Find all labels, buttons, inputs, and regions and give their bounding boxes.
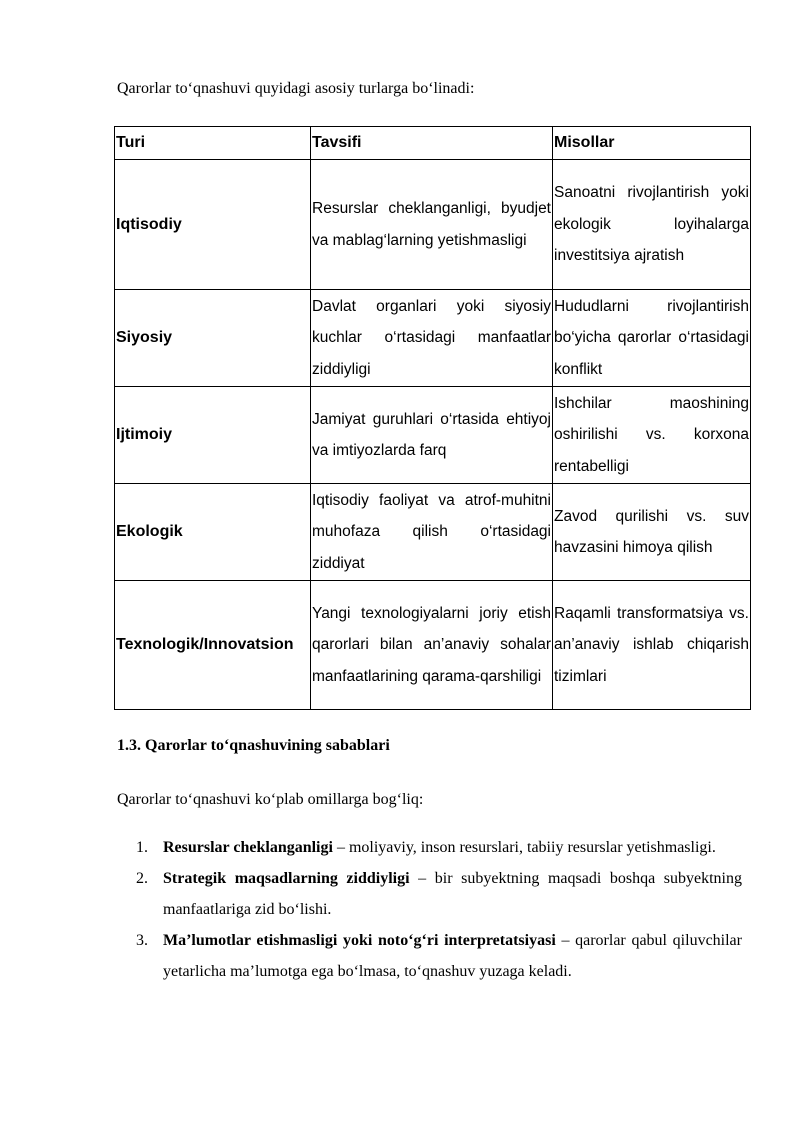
row-type: Ijtimoiy (115, 387, 311, 484)
list-item-text: – moliyaviy, inson resurslari, tabiiy resurslar yetishmasligi. (332, 839, 716, 856)
list-item (117, 832, 742, 863)
list-item-number: 3. (136, 932, 148, 949)
list-item (117, 863, 742, 925)
section-paragraph: Qarorlar to‘qnashuvi ko‘plab omillarga bog‘liq: (117, 791, 424, 808)
section-heading: 1.3. Qarorlar to‘qnashuvining sabablari (117, 737, 390, 754)
list-item-text: – bir subyektning maqsadi boshqa subyektning manfaatlariga zid bo‘lishi. (163, 870, 742, 918)
list-item-term: Ma’lumotlar etishmasligi yoki noto‘g‘ri interpretatsiyasi (163, 932, 556, 949)
table-row (115, 387, 751, 484)
list-item-text: – qarorlar qabul qiluvchilar yetarlicha ma’lumotga ega bo‘lmasa, to‘qnashuv yuzaga keladi. (163, 932, 742, 980)
table-row (115, 581, 751, 710)
list-item-number: 1. (136, 839, 148, 856)
row-type: Texnologik/Innovatsion (115, 581, 311, 710)
row-example: Hududlarni rivojlantirish bo‘yicha qarorlar o‘rtasidagi konflikt (553, 290, 751, 387)
row-example: Sanoatni rivojlantirish yoki ekologik loyihalarga investitsiya ajratish (553, 160, 751, 290)
row-example: Raqamli transformatsiya vs. an’anaviy ishlab chiqarish tizimlari (553, 581, 751, 710)
causes-list (117, 832, 742, 987)
row-description: Iqtisodiy faoliyat va atrof-muhitni muhofaza qilish o‘rtasidagi ziddiyat (311, 484, 553, 581)
list-item-term: Strategik maqsadlarning ziddiyligi (163, 870, 410, 887)
row-type: Ekologik (115, 484, 311, 581)
row-description: Yangi texnologiyalarni joriy etish qarorlari bilan an’anaviy sohalar manfaatlarining qarama-qarshiligi (311, 581, 553, 710)
table-row (115, 290, 751, 387)
header-description: Tavsifi (311, 127, 553, 160)
row-description: Davlat organlari yoki siyosiy kuchlar o‘rtasidagi manfaatlar ziddiyligi (311, 290, 553, 387)
row-type: Siyosiy (115, 290, 311, 387)
row-type: Iqtisodiy (115, 160, 311, 290)
row-example: Ishchilar maoshining oshirilishi vs. korxona rentabelligi (553, 387, 751, 484)
header-type: Turi (115, 127, 311, 160)
list-item-number: 2. (136, 870, 148, 887)
conflict-types-table (114, 126, 751, 710)
table-row (115, 484, 751, 581)
table-row (115, 160, 751, 290)
list-item-term: Resurslar cheklanganligi (163, 839, 333, 856)
table-header-row (115, 127, 751, 160)
row-description: Jamiyat guruhlari o‘rtasida ehtiyoj va imtiyozlarda farq (311, 387, 553, 484)
row-example: Zavod qurilishi vs. suv havzasini himoya qilish (553, 484, 751, 581)
intro-paragraph: Qarorlar to‘qnashuvi quyidagi asosiy turlarga bo‘linadi: (117, 80, 475, 97)
header-examples: Misollar (553, 127, 751, 160)
row-description: Resurslar cheklanganligi, byudjet va mablag‘larning yetishmasligi (311, 160, 553, 290)
list-item (117, 925, 742, 987)
